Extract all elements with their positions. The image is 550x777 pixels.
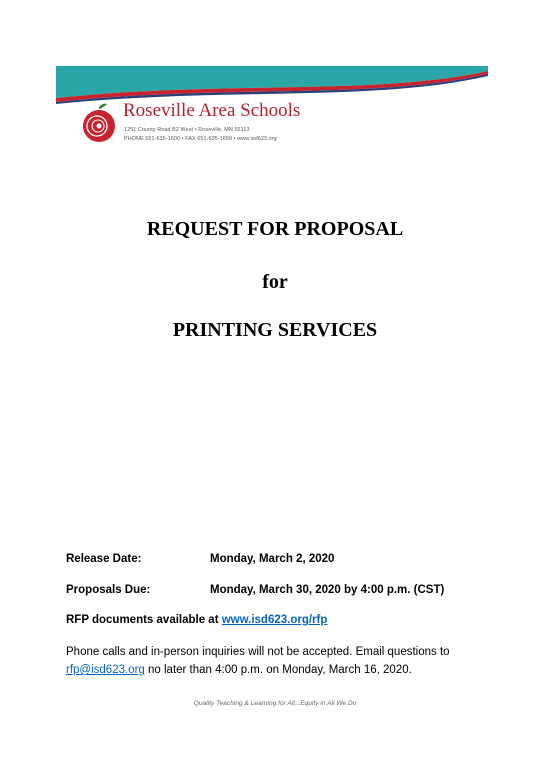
proposals-due-value: Monday, March 30, 2020 by 4:00 p.m. (CST) [210, 584, 445, 596]
email-link[interactable]: rfp@isd623.org [66, 664, 145, 676]
inquiry-note-suffix: no later than 4:00 p.m. on Monday, March 16, 2020. [144, 664, 412, 676]
school-name: Roseville Area Schools [123, 100, 301, 121]
school-address: 1251 County Road B2 West • Roseville, MN 55113 [124, 127, 250, 133]
rfp-documents-row [66, 614, 327, 626]
rfp-documents-text: RFP documents available at [66, 614, 222, 626]
apple-logo-icon [80, 103, 118, 143]
footer-tagline: Quality Teaching & Learning for All...Equity in All We Do [193, 700, 357, 707]
school-contact: PHONE 651-635-1600 • FAX 651-635-1659 • www.isd623.org [124, 136, 277, 142]
title-line-2: for [262, 271, 288, 293]
title-line-1: REQUEST FOR PROPOSAL [146, 218, 404, 240]
release-date-label: Release Date: [66, 553, 142, 565]
proposals-due-label: Proposals Due: [66, 584, 151, 596]
release-date-value: Monday, March 2, 2020 [210, 553, 335, 565]
inquiry-note [66, 643, 486, 679]
rfp-documents-link[interactable]: www.isd623.org/rfp [221, 614, 328, 626]
inquiry-note-text: Phone calls and in-person inquiries will not be accepted. Email questions to [66, 646, 450, 658]
release-date-row [66, 553, 334, 565]
title-line-3: PRINTING SERVICES [172, 319, 378, 341]
proposals-due-row [66, 584, 444, 596]
